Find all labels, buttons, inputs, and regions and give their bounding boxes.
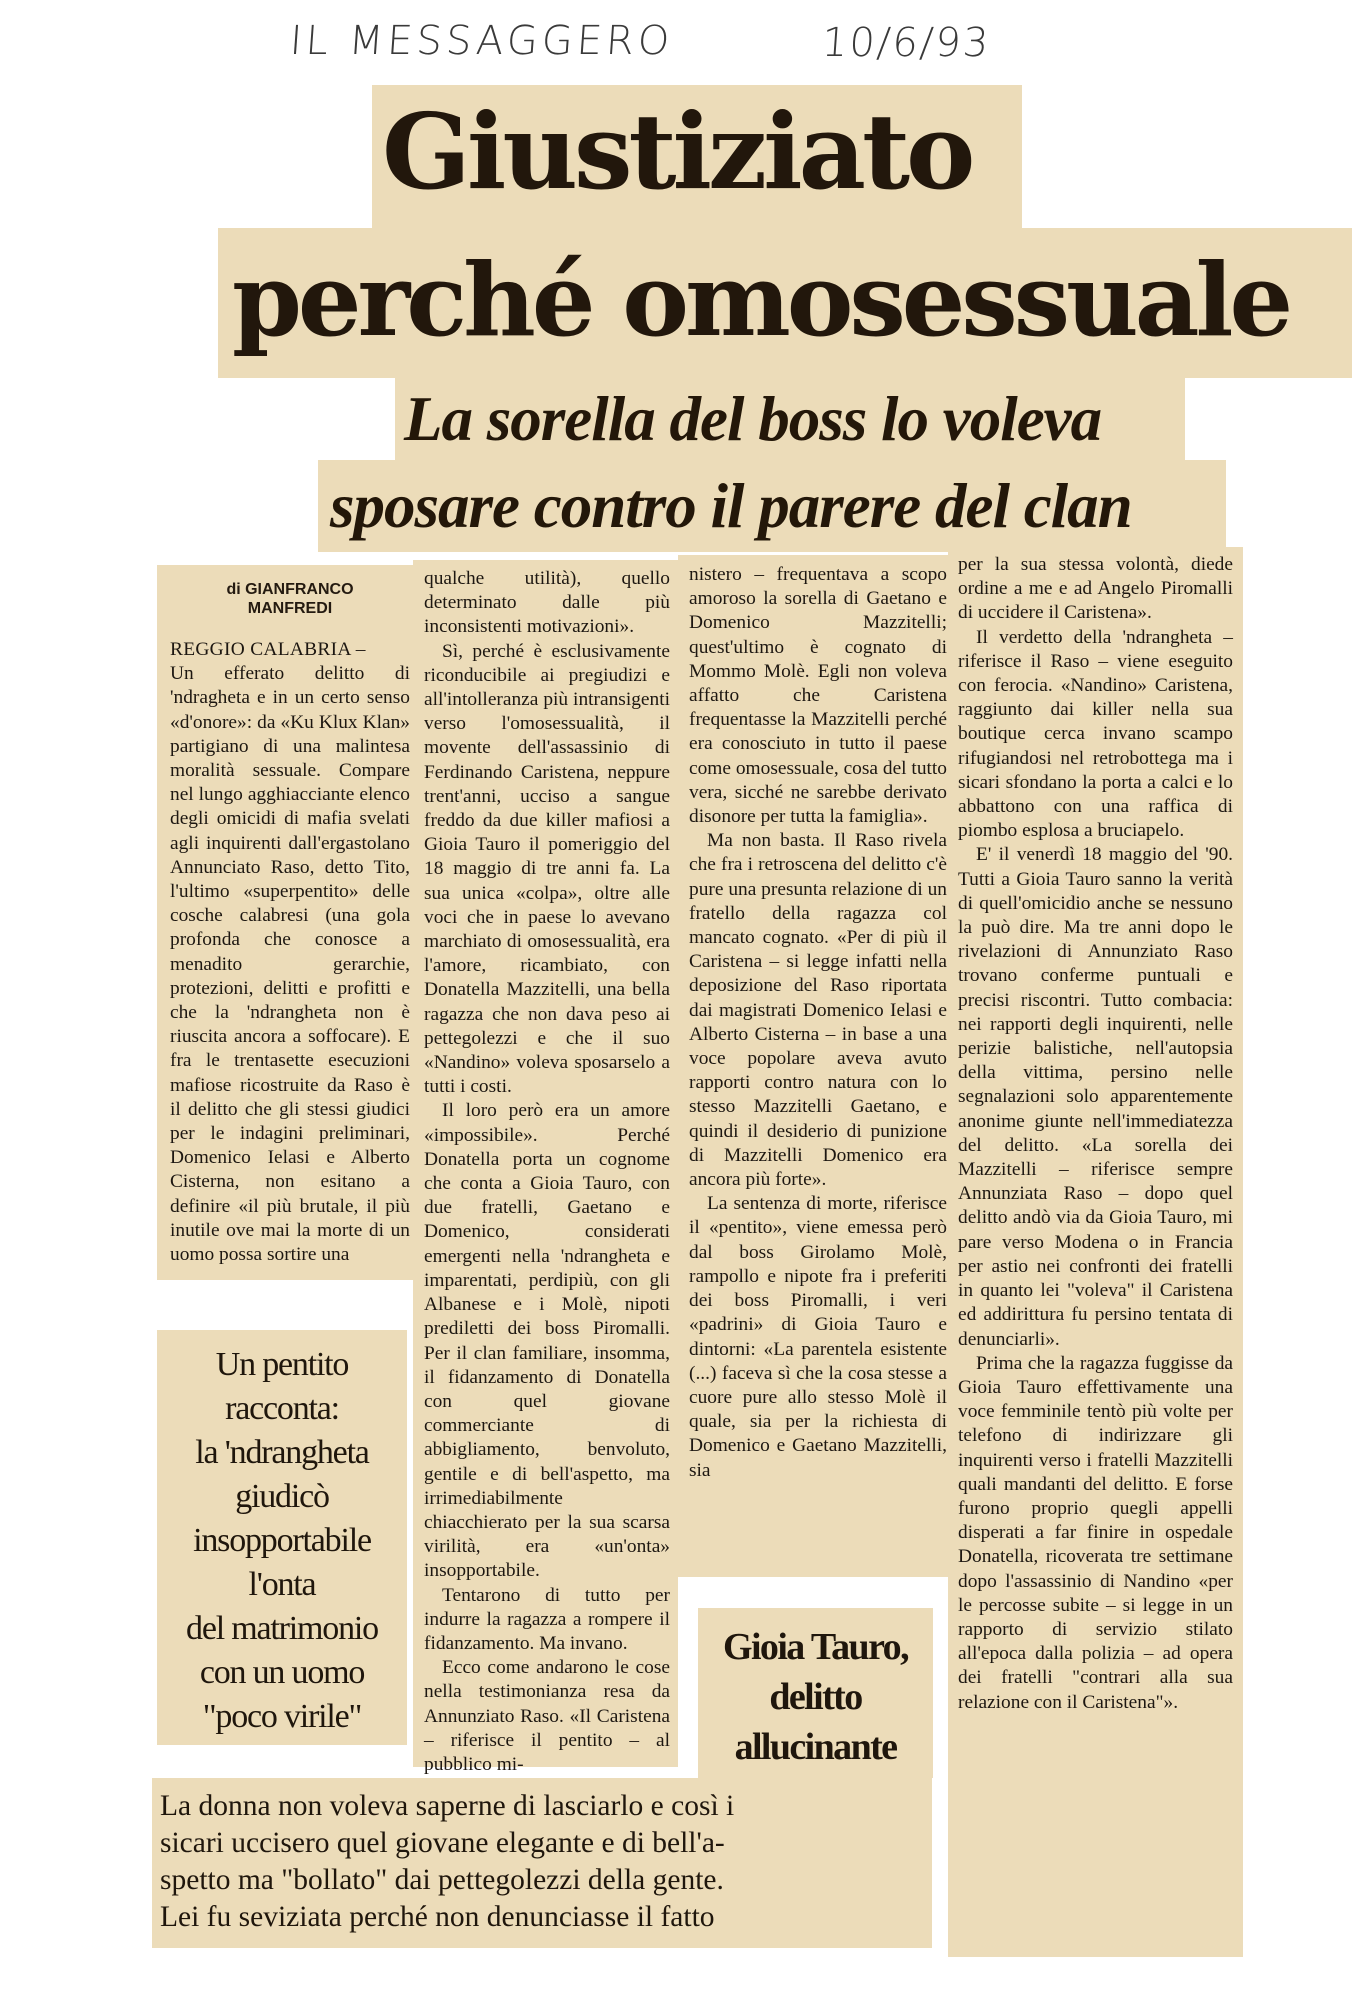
article-paragraph: Ecco come andarono le cose nella testimonianza resa da Annunziato Raso. «Il Caristena – riferisce il pentito – al pubblico mi- bbox=[424, 1657, 670, 1775]
article-paragraph: Sì, perché è esclusivamente riconducibile ai pregiudizi e all'intolleranza più intransigenti verso l'omosessualità, il movente dell'assassinio di Ferdinando Caristena, neppure trent'anni, ucciso a sangue freddo da due killer mafiosi a Gioia Tauro il pomeriggio del 18 maggio di tre anni fa. La sua unica «colpa», oltre alle voci che in paese lo avevano marchiato di omosessualità, era l'amore, ricambiato, con Donatella Mazzitelli, una bella ragazza che non dava peso ai pettegolezzi e che il suo «Nandino» voleva sposarselo a tutti i costi. bbox=[424, 640, 670, 1098]
pullquote-right bbox=[698, 1622, 933, 1772]
pullquote-left-line: l'onta bbox=[248, 1566, 316, 1603]
byline-line-2: MANFREDI bbox=[247, 600, 333, 617]
pullquote-left-line: Un pentito bbox=[215, 1346, 349, 1383]
article-paragraph: qualche utilità), quello determinato dalle più inconsistenti motivazioni». bbox=[424, 568, 670, 638]
pullquote-left bbox=[157, 1343, 407, 1739]
article-paragraph: Un efferato delitto di 'ndragheta e in un certo senso «d'onore»: da «Ku Klux Klan» partigiano di una malintesa moralità sessuale. Compare nel lungo agghiacciante elenco degli omicidi di mafia svelati agli inquirenti dall'ergastolano Annunciato Raso, detto Tito, l'ultimo «superpentito» delle cosche calabresi (una gola profonda che conosce a menadito gerarchie, protezioni, delitti e profitti e che la 'ndrangheta non è riuscita ancora a soffocare). E fra le trentasette esecuzioni mafiose ricostruite da Raso è il delitto che gli stessi giudici per le indagini preliminari, Domenico Ielasi e Alberto Cisterna, non esitano a definire «il più brutale, il più inutile ove mai la morte di un uomo possa sortire una bbox=[170, 663, 410, 1266]
newspaper-name: IL MESSAGGERO bbox=[288, 18, 675, 64]
article-location: REGGIO CALABRIA – bbox=[170, 639, 366, 660]
bottom-text-line: spetto ma "bollato" dai pettegolezzi della gente. bbox=[160, 1864, 724, 1896]
article-paragraph: La sentenza di morte, riferisce il «pentito», viene emessa però dal boss Girolamo Molè, rampollo e nipote fra i preferiti dei boss Piromalli, i veri «padrini» di Gioia Tauro e dintorni: «La parentela esistente (...) faceva sì che la cosa stesse a cuore pure allo stesso Molè il quale, sia per la richiesta di Domenico e Gaetano Mazzitelli, sia bbox=[689, 1193, 947, 1481]
bottom-text-line: Lei fu seviziata perché non denunciasse il fatto bbox=[160, 1901, 715, 1933]
byline-line-1: di GIANFRANCO bbox=[226, 581, 354, 598]
headline-line-2: perché omosessuale bbox=[232, 241, 1290, 359]
pullquote-left-line: la 'ndrangheta bbox=[195, 1434, 369, 1471]
subheadline-line-1: La sorella del boss lo voleva bbox=[404, 384, 1102, 454]
pullquote-left-line: con un uomo bbox=[199, 1654, 365, 1691]
article-paragraph: Il verdetto della 'ndrangheta – riferisce il Raso – viene eseguito con ferocia. «Nandino» Caristena, raggiunto dai killer nella sua boutique cerca invano scampo rifugiandosi nel retrobottega ma i sicari sfondano la porta a calci e lo abbattono con una raffica di piombo esplosa a bruciapelo. bbox=[958, 626, 1233, 842]
article-column-4 bbox=[958, 553, 1233, 1715]
bottom-text-line: sicari uccisero quel giovane elegante e di bell'a- bbox=[160, 1827, 725, 1859]
article-column-3 bbox=[689, 563, 947, 1483]
subheadline-line-2: sposare contro il parere del clan bbox=[330, 471, 1132, 541]
pullquote-left-line: insopportabile bbox=[193, 1522, 371, 1559]
pullquote-right-line: Gioia Tauro, bbox=[723, 1626, 908, 1668]
article-paragraph: E' il venerdì 18 maggio del '90. Tutti a Gioia Tauro sanno la verità di quell'omicidio anche se nessuno la può dire. Ma tre anni dopo le rivelazioni di Annunziato Raso trovano conferme puntuali e precisi riscontri. Tutto combacia: nei rapporti degli inquirenti, nelle perizie balistiche, nell'autopsia della vittima, persino nelle segnalazioni solo apparentemente anonime giunte nell'immediatezza del delitto. «La sorella dei Mazzitelli – riferisce sempre Annunziata Raso – dopo quel delitto andò via da Gioia Tauro, mi pare verso Modena o in Francia per astio nei confronti dei fratelli in quanto lei "voleva" il Caristena ed addirittura fu persino tentata di denunciarli». bbox=[958, 844, 1233, 1350]
article-paragraph: Il loro però era un amore «impossibile». Perché Donatella porta un cognome che conta a Gioia Tauro, con due fratelli, Gaetano e Domenico, considerati emergenti nella 'ndrangheta e imparentati, perdipiù, con gli Albanese e i Molè, nipoti prediletti dei boss Piromalli. Per il clan familiare, insomma, il fidanzamento di Donatella con quel giovane commerciante di abbigliamento, benvoluto, gentile e di bell'aspetto, ma irrimediabilmente chiacchierato per la sua scarsa virilità, era «un'onta» insopportabile. bbox=[424, 1100, 670, 1582]
article-column-1 bbox=[170, 638, 410, 1267]
clipping-date: 10/6/93 bbox=[820, 20, 992, 66]
article-paragraph: per la sua stessa volontà, diede ordine a me e ad Angelo Piromalli di uccidere il Caristena». bbox=[958, 554, 1233, 624]
pullquote-right-line: allucinante bbox=[734, 1726, 897, 1768]
byline bbox=[190, 580, 390, 618]
bottom-text bbox=[160, 1788, 926, 1936]
article-column-2 bbox=[424, 567, 670, 1777]
article-paragraph: Tentarono di tutto per indurre la ragazza a rompere il fidanzamento. Ma invano. bbox=[424, 1584, 670, 1654]
article-paragraph: Prima che la ragazza fuggisse da Gioia Tauro effettivamente una voce femminile tentò più volte per telefono di indirizzare gli inquirenti verso i fratelli Mazzitelli quali mandanti del delitto. E forse furono proprio quegli appelli disperati a far finire in ospedale Donatella, ricoverata tre settimane dopo l'assassinio di Nandino «per le percosse subite – si legge in un rapporto di servizio stilato all'epoca dalla polizia – ad opera dei fratelli "contrari alla sua relazione con il Caristena"». bbox=[958, 1352, 1233, 1713]
pullquote-left-line: del matrimonio bbox=[186, 1610, 378, 1647]
pullquote-left-line: "poco virile" bbox=[202, 1698, 362, 1735]
headline-line-1: Giustiziato bbox=[382, 90, 972, 213]
article-paragraph: Ma non basta. Il Raso rivela che fra i retroscena del delitto c'è pure una presunta relazione di un fratello della ragazza col mancato cognato. «Per di più il Caristena – si legge infatti nella deposizione del Raso riportata dai magistrati Domenico Ielasi e Alberto Cisterna – in base a una voce popolare aveva avuto rapporti contro natura con lo stesso Mazzitelli Gaetano, e quindi il desiderio di punizione di Mazzitelli Domenico era ancora più forte». bbox=[689, 830, 947, 1191]
bottom-text-line: La donna non voleva saperne di lasciarlo e così i bbox=[160, 1790, 735, 1822]
article-paragraph: nistero – frequentava a scopo amoroso la sorella di Gaetano e Domenico Mazzitelli; quest'ultimo è cognato di Mommo Molè. Egli non voleva affatto che Caristena frequentasse la Mazzitelli perché era conosciuto in tutto il paese come omosessuale, cosa del tutto vera, sicché ne sarebbe derivato disonore per tutta la famiglia». bbox=[689, 564, 947, 828]
pullquote-right-line: delitto bbox=[769, 1676, 862, 1718]
pullquote-left-line: giudicò bbox=[235, 1478, 329, 1515]
pullquote-left-line: racconta: bbox=[225, 1390, 339, 1427]
